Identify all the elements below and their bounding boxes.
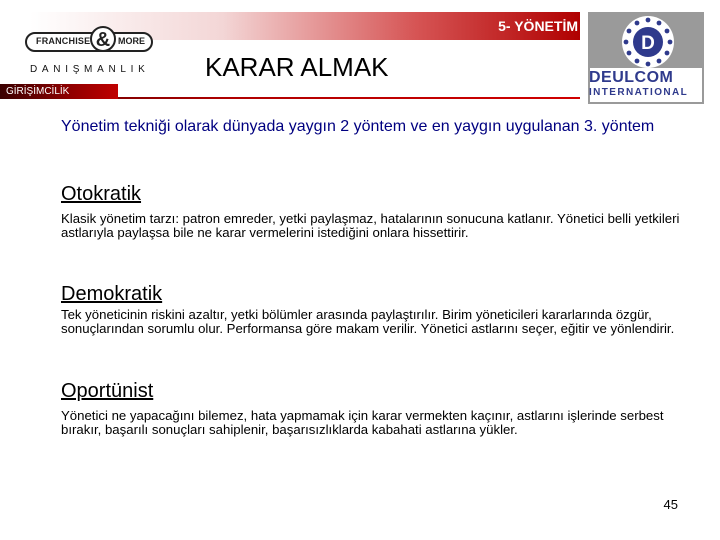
page-number: 45 — [663, 497, 678, 512]
slide-title: KARAR ALMAK — [205, 52, 389, 82]
deulcom-subtitle: INTERNATIONAL — [589, 87, 689, 98]
deulcom-emblem-letter: D — [641, 33, 655, 54]
paragraph-otokratik: Klasik yönetim tarzı: patron emreder, yetki paylaşmaz, hatalarının sonucuna katlanır. Yönetici belli yetkileri astlarıyla paylaşsa bile ne karar vermelerini istediğini onlara hissettirir. — [61, 211, 680, 240]
category-tab: GİRİŞİMCİLİK — [0, 84, 118, 99]
deulcom-wordmark: DEULCOM — [589, 69, 674, 86]
heading-demokratik: Demokratik — [61, 283, 163, 305]
logo-more-text: MORE — [118, 36, 145, 46]
heading-otokratik: Otokratik — [61, 183, 142, 205]
section-title: 5- YÖNETİM — [498, 18, 578, 34]
intro-text: Yönetim tekniği olarak dünyada yaygın 2 yöntem ve en yaygın uygulanan 3. yöntem — [61, 118, 655, 135]
logo-subtitle: DANIŞMANLIK — [30, 64, 150, 75]
paragraph-oportunist: Yönetici ne yapacağını bilemez, hata yapmamak için karar vermekten kaçınır, astlarını işlerinde serbest bırakır, başarılı sonuçları sahiplenir, başarısızlıklarda kabahati astlarına yükler. — [61, 408, 664, 437]
heading-oportunist: Oportünist — [61, 380, 154, 402]
paragraph-demokratik: Tek yöneticinin riskini azaltır, yetki bölümler arasında paylaştırılır. Birim yöneticileri kararlarında özgür, sonuçlarından sorumlu olur. Performansa göre makam verilir. Yönetici astlarını seçer, eğitir ve yönlendirir. — [61, 307, 675, 336]
deulcom-emblem-icon — [620, 14, 676, 70]
logo-ampersand: & — [90, 26, 116, 52]
logo-franchise-text: FRANCHISE — [36, 36, 91, 46]
